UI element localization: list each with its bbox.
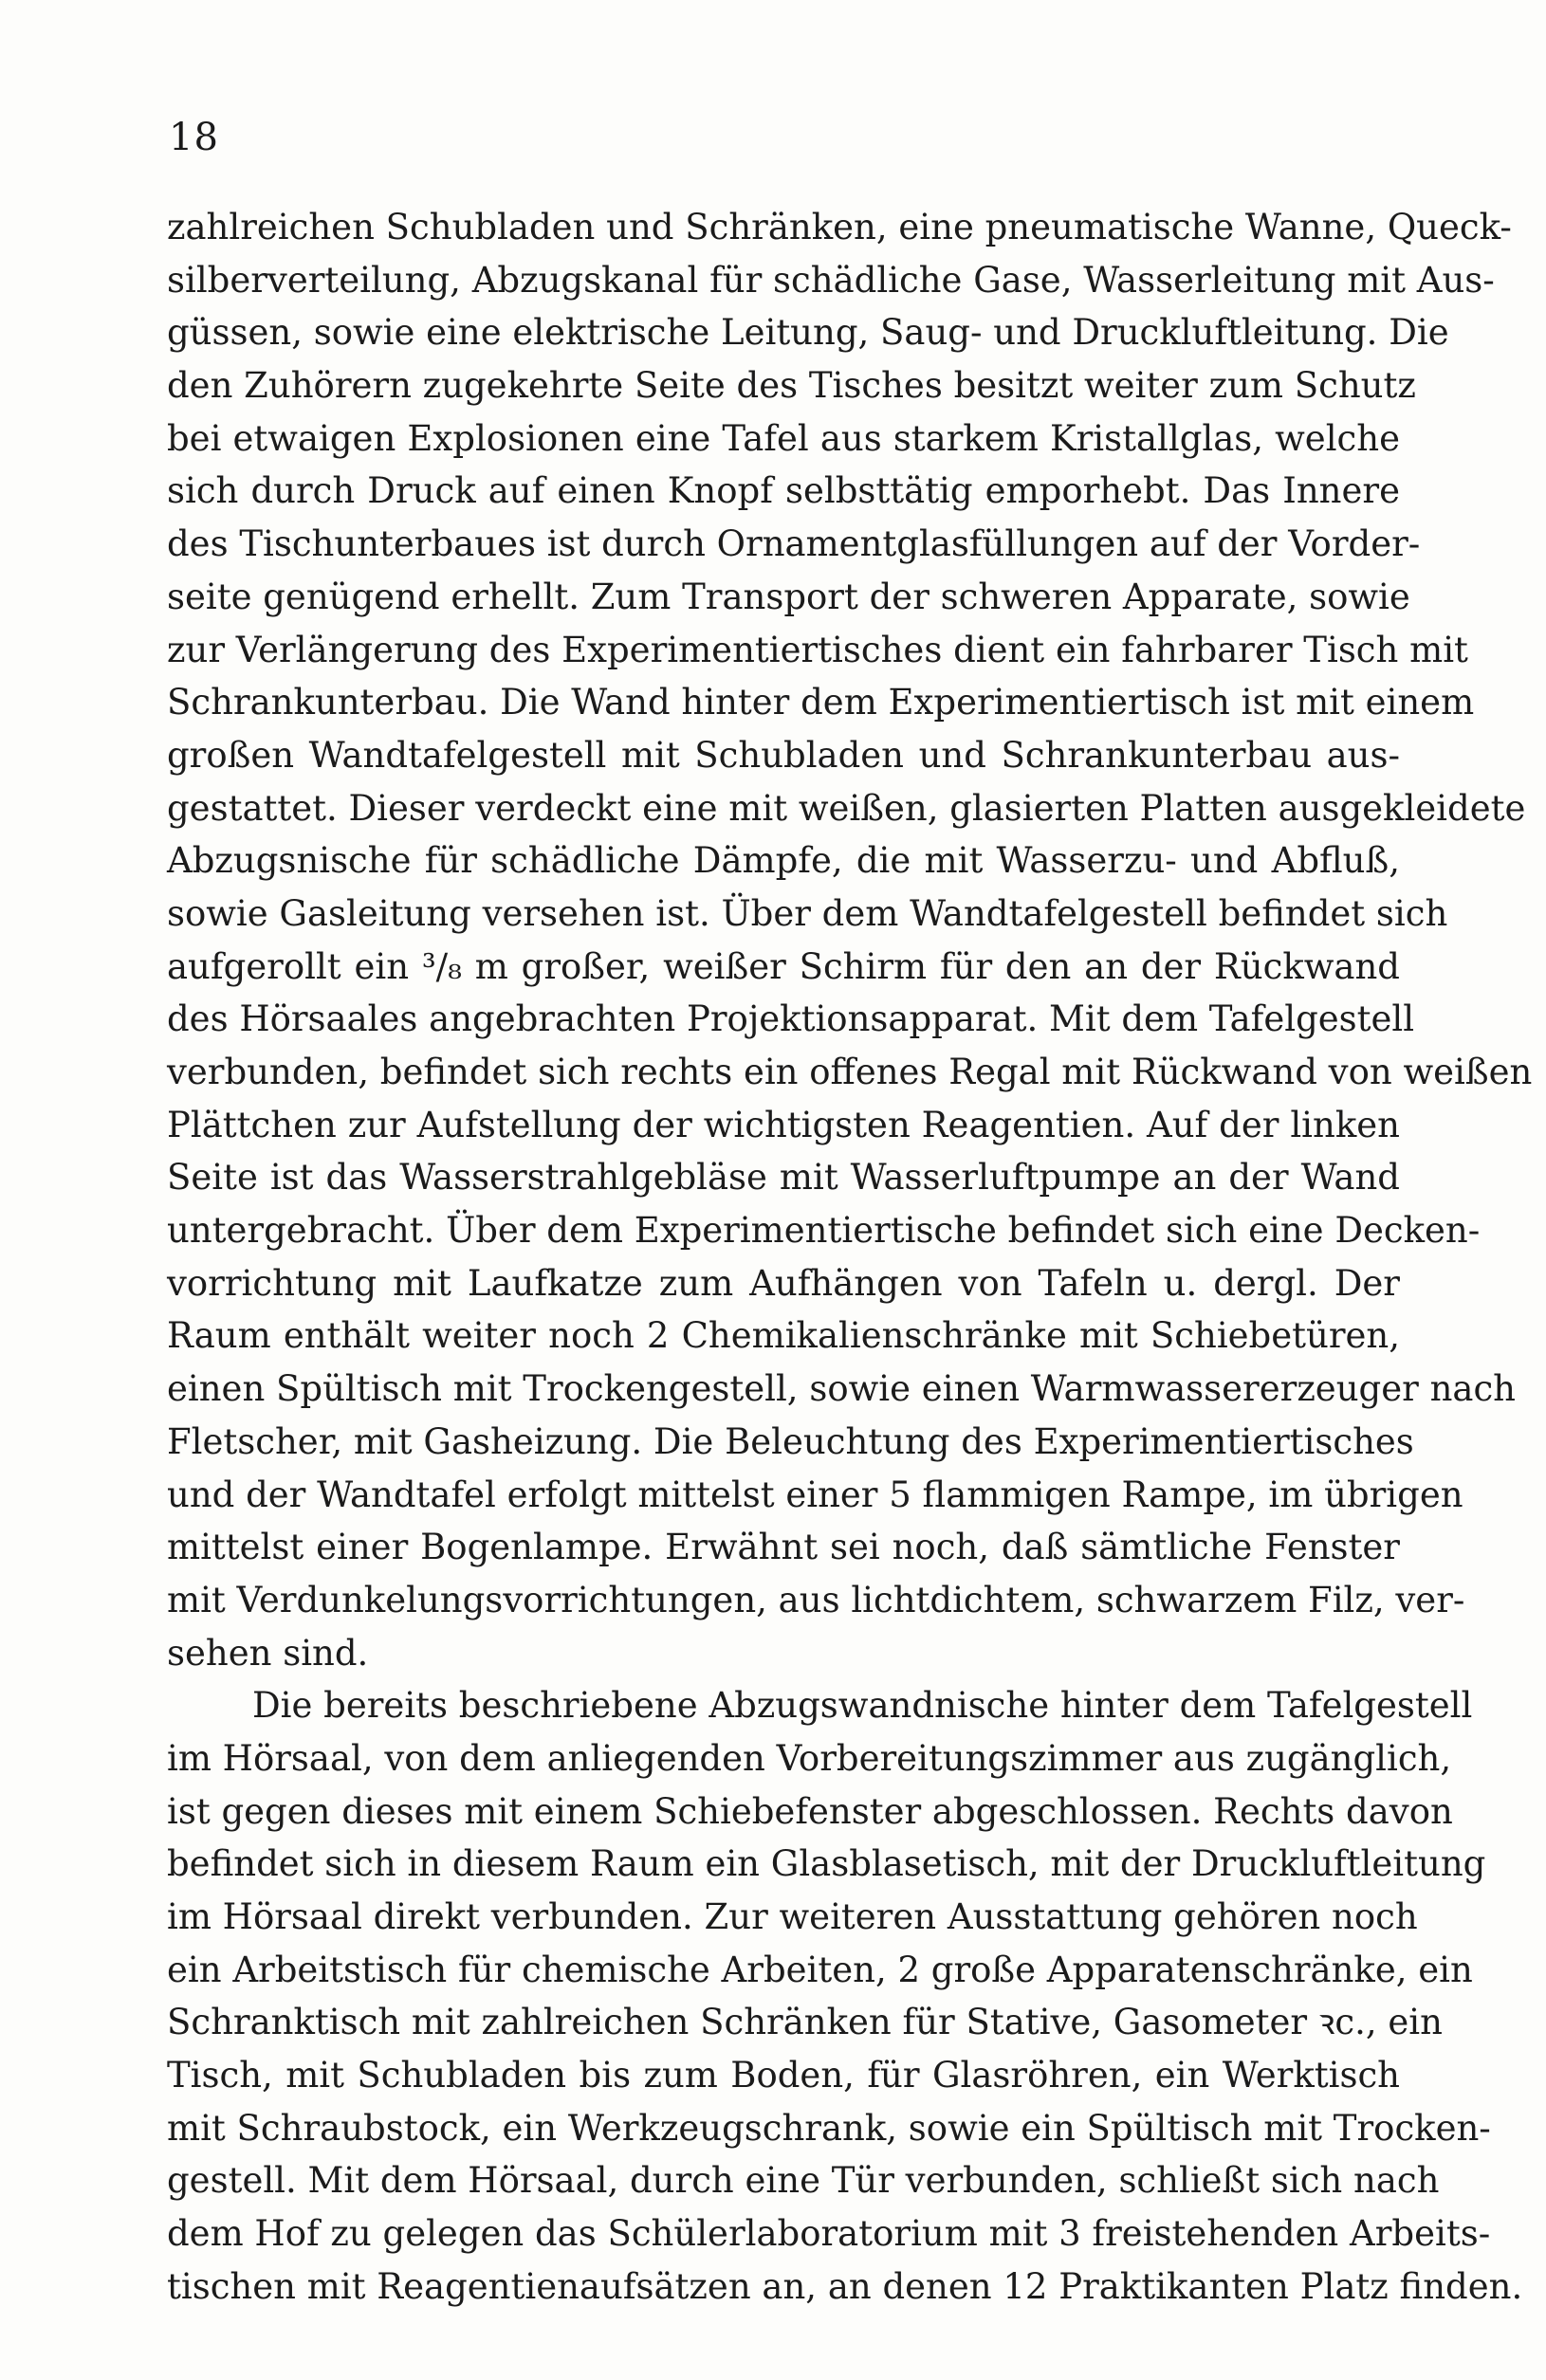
text-line: güssen, sowie eine elektrische Leitung, Saug- und Druckluftleitung. Die <box>167 312 1449 354</box>
text-line: tischen mit Reagentienaufsätzen an, an denen 12 Praktikanten Platz finden. <box>167 2265 1523 2307</box>
text-line: den Zuhörern zugekehrte Seite des Tisches besitzt weiter zum Schutz <box>167 365 1416 407</box>
text-line: Die bereits beschriebene Abzugswandnische hinter dem Tafelgestell <box>252 1685 1473 1727</box>
text-line: seite genügend erhellt. Zum Transport der schweren Apparate, sowie <box>167 576 1410 617</box>
text-line: großen Wandtafelgestell mit Schubladen und Schrankunterbau aus- <box>167 734 1400 776</box>
text-line: im Hörsaal, von dem anliegenden Vorbereitungszimmer aus zugänglich, <box>167 1737 1452 1779</box>
text-line: sehen sind. <box>167 1632 369 1674</box>
text-line: einen Spültisch mit Trockengestell, sowie einen Warmwassererzeuger nach <box>167 1368 1517 1410</box>
text-line: bei etwaigen Explosionen eine Tafel aus starkem Kristallglas, welche <box>167 417 1400 459</box>
text-line: des Hörsaales angebrachten Projektionsapparat. Mit dem Tafelgestell <box>167 998 1415 1040</box>
text-line: sowie Gasleitung versehen ist. Über dem Wandtafelgestell befindet sich <box>167 892 1448 934</box>
text-line: und der Wandtafel erfolgt mittelst einer 5 flammigen Rampe, im übrigen <box>167 1474 1463 1515</box>
text-line: Schrankunterbau. Die Wand hinter dem Experimentiertisch ist mit einem <box>167 682 1475 723</box>
text-line: Plättchen zur Aufstellung der wichtigsten Reagentien. Auf der linken <box>167 1104 1400 1145</box>
text-line: Seite ist das Wasserstrahlgebläse mit Wasserluftpumpe an der Wand <box>167 1157 1400 1199</box>
text-line: Tisch, mit Schubladen bis zum Boden, für Glasröhren, ein Werktisch <box>167 2055 1400 2096</box>
text-line: vorrichtung mit Laufkatze zum Aufhängen von Tafeln u. dergl. Der <box>167 1262 1400 1304</box>
text-line: ist gegen dieses mit einem Schiebefenster abgeschlossen. Rechts davon <box>167 1790 1453 1832</box>
text-line: des Tischunterbaues ist durch Ornamentglasfüllungen auf der Vorder- <box>167 523 1421 565</box>
text-line: Abzugsnische für schädliche Dämpfe, die mit Wasserzu- und Abfluß, <box>167 840 1400 882</box>
text-line: Raum enthält weiter noch 2 Chemikalienschränke mit Schiebetüren, <box>167 1315 1400 1357</box>
text-line: Schranktisch mit zahlreichen Schränken für Stative, Gasometer ꝛc., ein <box>167 2002 1443 2043</box>
text-line: im Hörsaal direkt verbunden. Zur weiteren Ausstattung gehören noch <box>167 1896 1418 1937</box>
text-line: mit Schraubstock, ein Werkzeugschrank, sowie ein Spültisch mit Trocken- <box>167 2107 1491 2149</box>
page-number: 18 <box>169 116 219 159</box>
text-line: silberverteilung, Abzugskanal für schädliche Gase, Wasserleitung mit Aus- <box>167 259 1495 301</box>
text-line: aufgerollt ein ³/₈ m großer, weißer Schirm für den an der Rückwand <box>167 945 1400 987</box>
text-line: gestell. Mit dem Hörsaal, durch eine Tür verbunden, schließt sich nach <box>167 2160 1440 2202</box>
text-line: Fletscher, mit Gasheizung. Die Beleuchtung des Experimentiertisches <box>167 1420 1414 1462</box>
text-line: zahlreichen Schubladen und Schränken, eine pneumatische Wanne, Queck- <box>167 207 1512 247</box>
text-line: sich durch Druck auf einen Knopf selbsttätig emporhebt. Das Innere <box>167 470 1400 512</box>
text-line: verbunden, befindet sich rechts ein offenes Regal mit Rückwand von weißen <box>167 1052 1533 1092</box>
text-line: zur Verlängerung des Experimentiertisches dient ein fahrbarer Tisch mit <box>167 629 1468 670</box>
text-line: gestattet. Dieser verdeckt eine mit weißen, glasierten Platten ausgekleidete <box>167 787 1526 829</box>
body-text <box>167 201 1533 2314</box>
text-line: befindet sich in diesem Raum ein Glasblasetisch, mit der Druckluftleitung <box>167 1843 1486 1885</box>
text-line: ein Arbeitstisch für chemische Arbeiten, 2 große Apparatenschränke, ein <box>167 1949 1473 1990</box>
text-line: mit Verdunkelungsvorrichtungen, aus lichtdichtem, schwarzem Filz, ver- <box>167 1579 1465 1620</box>
text-line: dem Hof zu gelegen das Schülerlaboratorium mit 3 freistehenden Arbeits- <box>167 2213 1491 2255</box>
text-line: mittelst einer Bogenlampe. Erwähnt sei noch, daß sämtliche Fenster <box>167 1527 1400 1568</box>
text-line: untergebracht. Über dem Experimentiertische befindet sich eine Decken- <box>167 1210 1481 1252</box>
